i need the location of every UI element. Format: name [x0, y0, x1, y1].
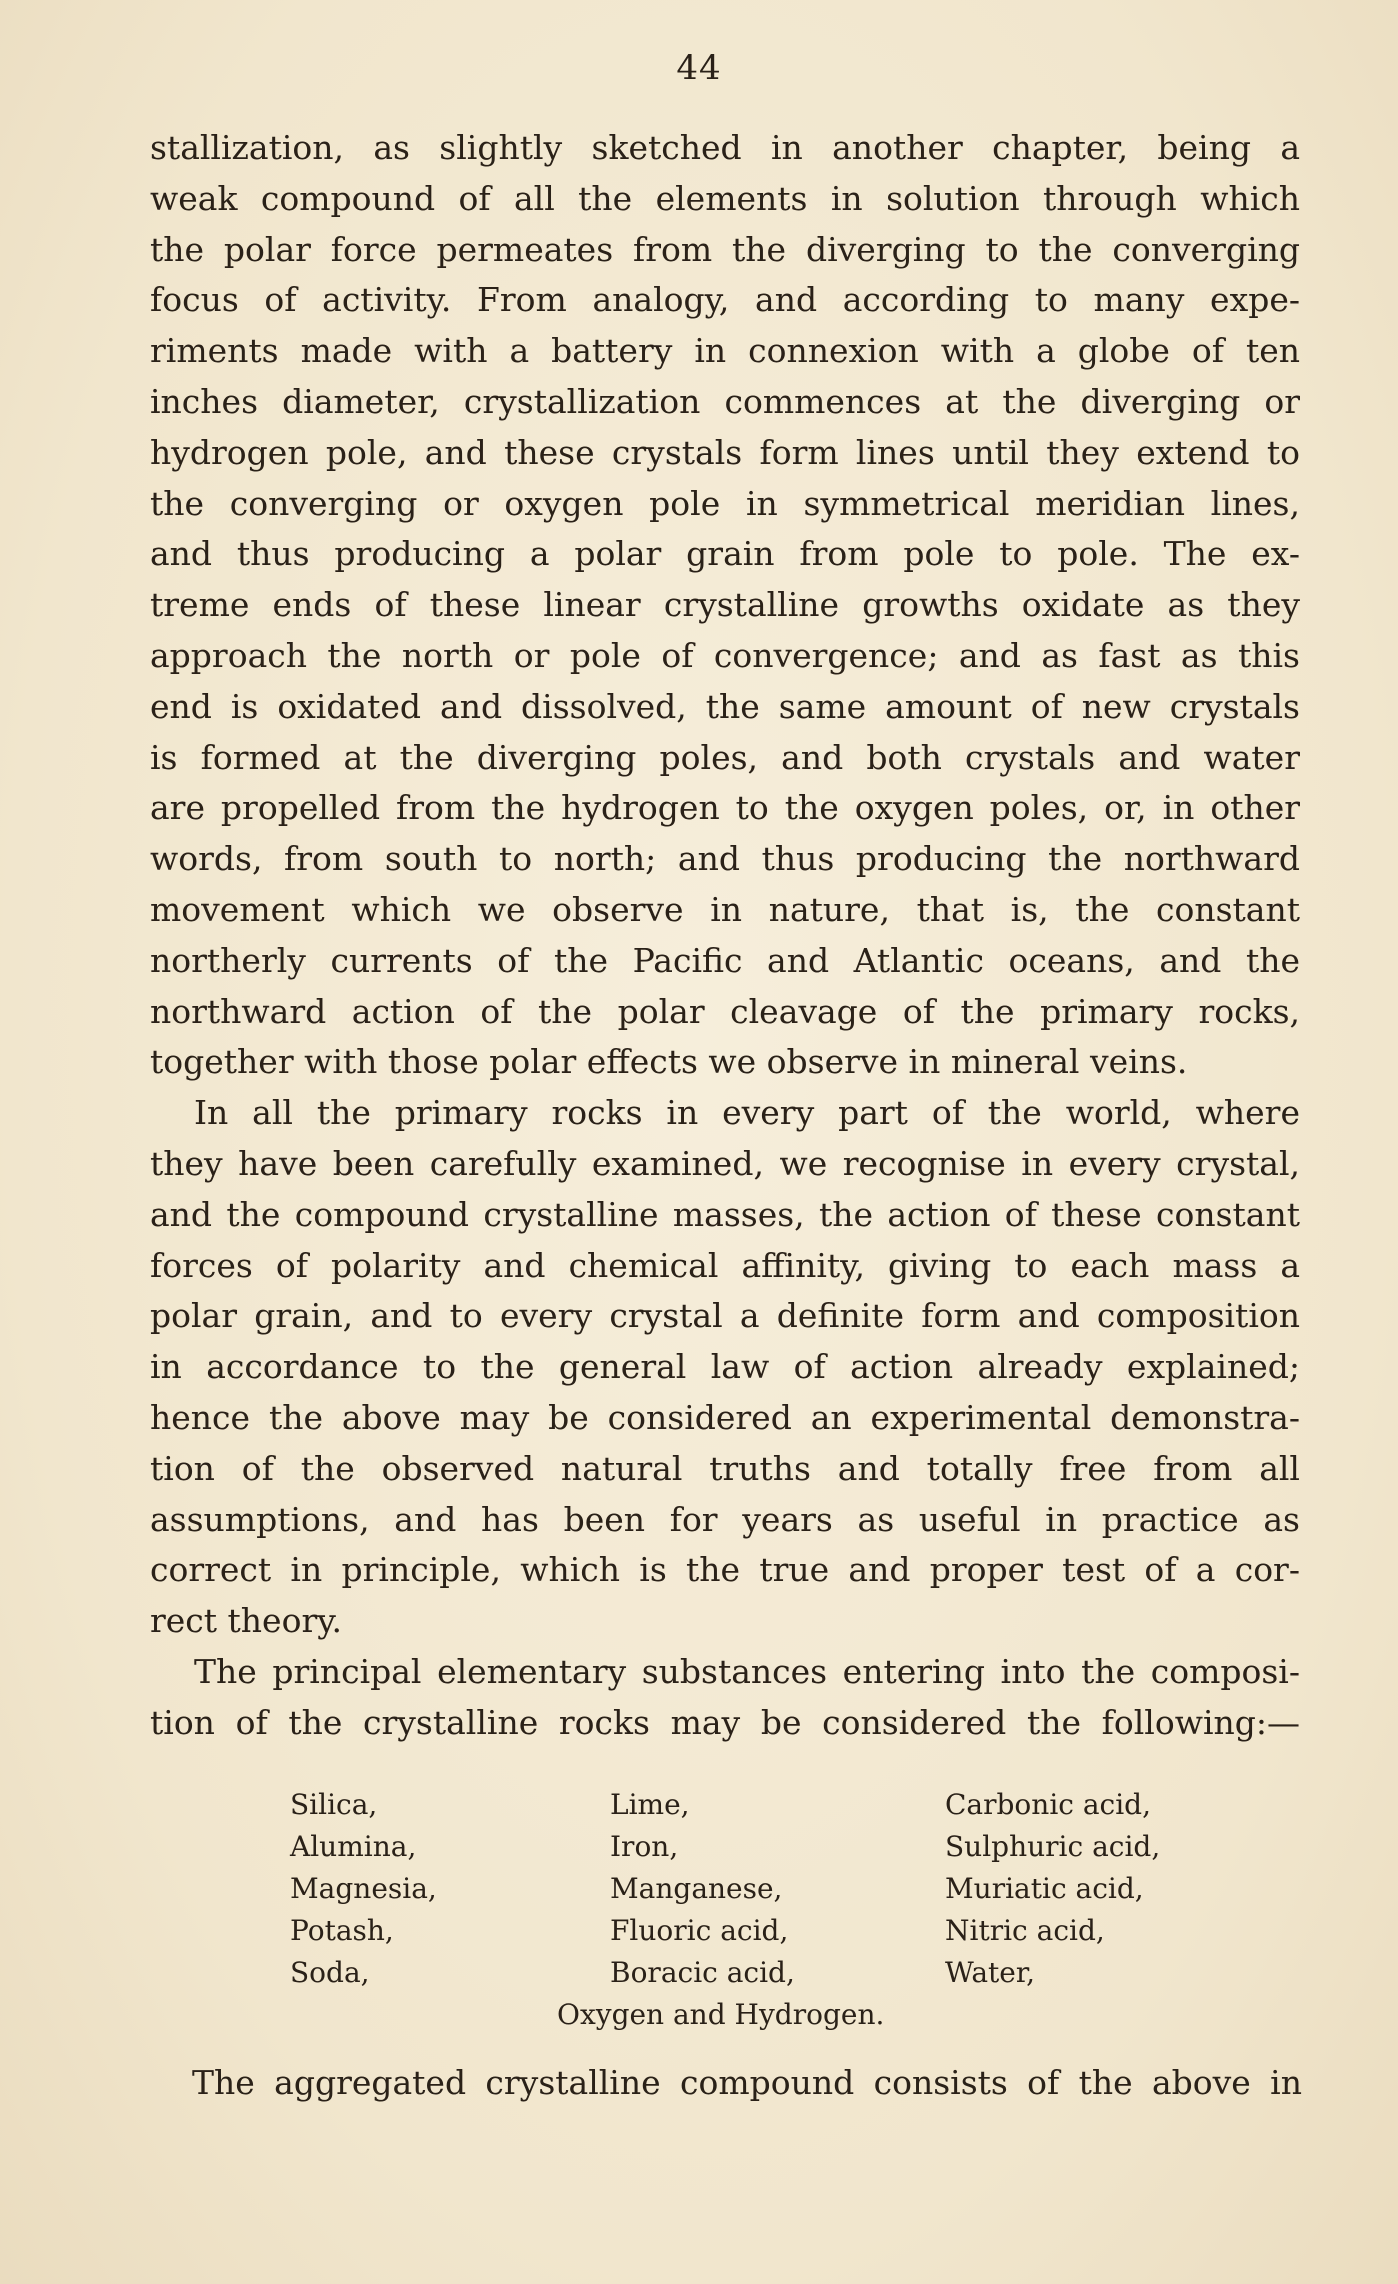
text-line: northward action of the polar cleavage of the primary rocks, — [150, 991, 1300, 1031]
substances-column-2 — [610, 1784, 795, 1994]
substances-column-1 — [290, 1784, 437, 1994]
substance-item: Fluoric acid, — [610, 1914, 789, 1947]
text-line: and thus producing a polar grain from pole to pole. The ex- — [150, 534, 1300, 574]
closing-line: The aggregated crystalline compound consists of the above in — [192, 2063, 1302, 2102]
text-line: treme ends of these linear crystalline growths oxidate as they — [150, 585, 1300, 625]
page-number: 44 — [676, 48, 722, 88]
substance-item: Muriatic acid, — [945, 1872, 1144, 1905]
text-line: in accordance to the general law of action already explained; — [150, 1347, 1300, 1387]
body-text — [150, 123, 1300, 1749]
substance-item: Sulphuric acid, — [945, 1830, 1161, 1863]
text-line: are propelled from the hydrogen to the oxygen poles, or, in other — [150, 788, 1300, 828]
substances-footer: Oxygen and Hydrogen. — [557, 1998, 885, 2031]
text-line: hydrogen pole, and these crystals form lines until they extend to — [150, 432, 1300, 472]
text-line: stallization, as slightly sketched in another chapter, being a — [150, 128, 1300, 167]
text-line: assumptions, and has been for years as useful in practice as — [150, 1499, 1300, 1539]
substance-item: Iron, — [610, 1830, 679, 1863]
text-line: the polar force permeates from the diverging to the converging — [150, 229, 1300, 269]
substance-item: Nitric acid, — [945, 1914, 1105, 1947]
text-line: tion of the crystalline rocks may be considered the following:— — [150, 1702, 1300, 1742]
text-line: correct in principle, which is the true and proper test of a cor- — [150, 1550, 1300, 1590]
substance-item: Magnesia, — [290, 1872, 437, 1905]
text-line: In all the primary rocks in every part of the world, where — [194, 1093, 1300, 1133]
text-line: is formed at the diverging poles, and both crystals and water — [150, 737, 1300, 777]
substance-item: Potash, — [290, 1914, 394, 1947]
text-line: they have been carefully examined, we recognise in every crystal, — [150, 1143, 1300, 1183]
text-line: tion of the observed natural truths and totally free from all — [150, 1448, 1300, 1488]
substance-item: Manganese, — [610, 1872, 783, 1905]
substance-item: Lime, — [610, 1788, 690, 1821]
text-line: The principal elementary substances entering into the composi- — [194, 1651, 1300, 1691]
text-line: weak compound of all the elements in solution through which — [150, 178, 1300, 218]
substance-item: Water, — [945, 1956, 1036, 1989]
substances-column-3 — [945, 1784, 1160, 1994]
text-line: northerly currents of the Pacific and Atlantic oceans, and the — [150, 940, 1300, 980]
text-line: words, from south to north; and thus producing the northward — [150, 839, 1300, 879]
text-line: focus of activity. From analogy, and according to many expe- — [150, 280, 1300, 320]
text-line: rect theory. — [150, 1601, 342, 1641]
text-line: hence the above may be considered an experimental demonstra- — [150, 1397, 1300, 1437]
text-line: polar grain, and to every crystal a definite form and composition — [150, 1296, 1300, 1336]
text-line: end is oxidated and dissolved, the same amount of new crystals — [150, 686, 1300, 726]
substance-item: Silica, — [290, 1788, 378, 1821]
substance-item: Boracic acid, — [610, 1956, 795, 1989]
text-line: forces of polarity and chemical affinity, giving to each mass a — [150, 1245, 1300, 1285]
text-line: approach the north or pole of convergence; and as fast as this — [150, 635, 1300, 675]
substance-item: Soda, — [290, 1956, 370, 1989]
text-line: together with those polar effects we observe in mineral veins. — [150, 1042, 1188, 1082]
text-line: riments made with a battery in connexion with a globe of ten — [150, 331, 1300, 371]
text-line: inches diameter, crystallization commences at the diverging or — [150, 381, 1300, 421]
text-line: and the compound crystalline masses, the action of these constant — [150, 1194, 1300, 1234]
substance-item: Carbonic acid, — [945, 1788, 1152, 1821]
substance-item: Alumina, — [290, 1830, 417, 1863]
text-line: the converging or oxygen pole in symmetrical meridian lines, — [150, 483, 1300, 523]
text-line: movement which we observe in nature, that is, the constant — [150, 889, 1300, 929]
